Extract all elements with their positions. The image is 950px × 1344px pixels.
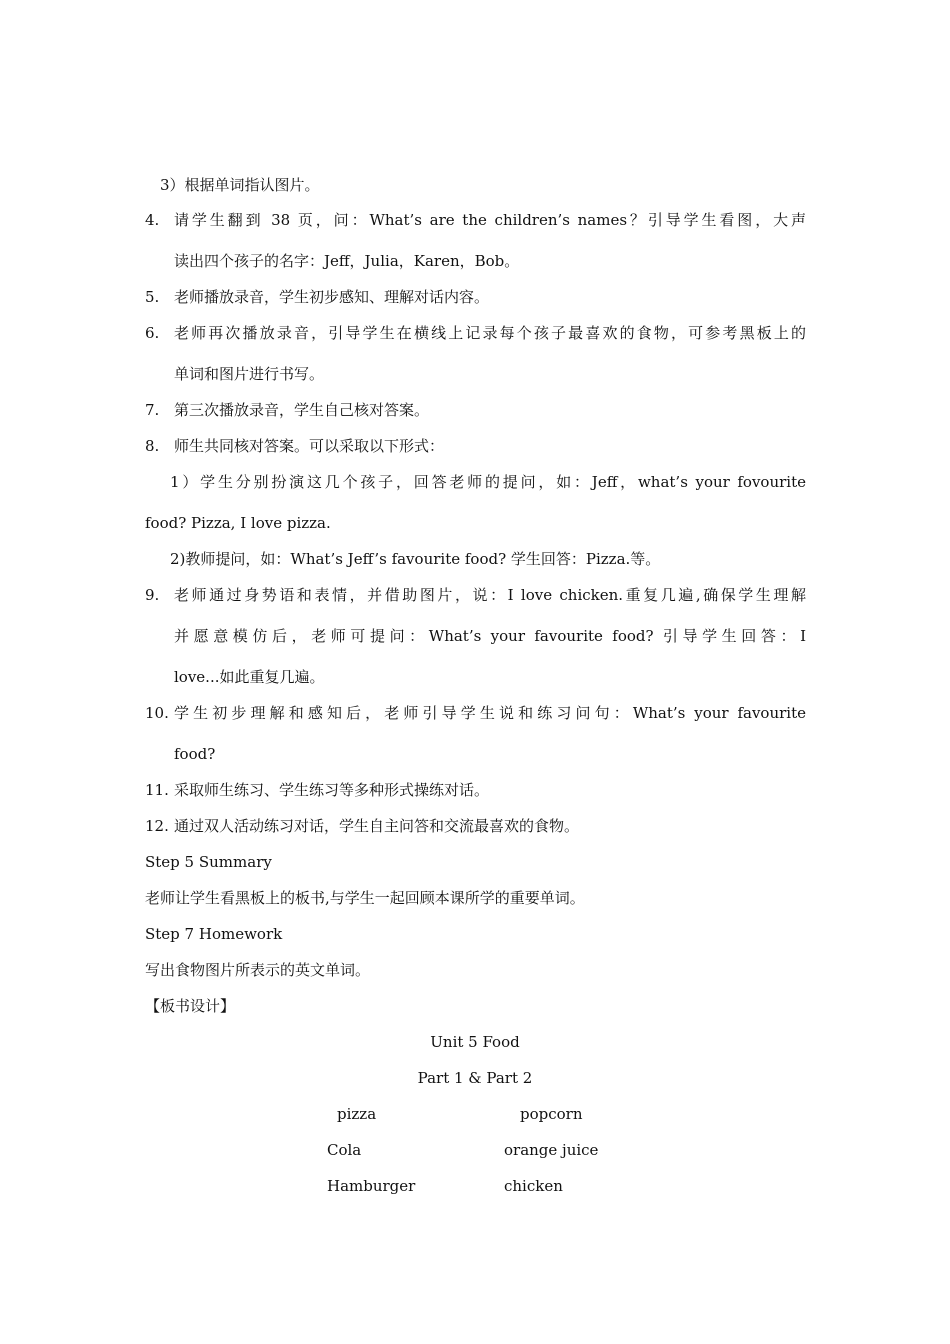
list-number: 10. (145, 704, 169, 722)
text-line: food? (174, 745, 216, 763)
text-line: 老师播放录音，学生初步感知、理解对话内容。 (174, 288, 490, 306)
list-number: 9. (145, 586, 160, 604)
text-line: 读出四个孩子的名字：Jeff，Julia，Karen，Bob。 (174, 252, 520, 270)
list-number: 6. (145, 324, 160, 342)
text-line: food? Pizza, I love pizza. (145, 514, 331, 532)
list-number: 4. (145, 211, 160, 229)
text-line: love...如此重复几遍。 (174, 668, 325, 686)
list-number: 7. (145, 401, 160, 419)
text-line: 3）根据单词指认图片。 (160, 176, 320, 194)
text-line: 学生初步理解和感知后，老师引导学生说和练习问句：What’s your favourite (174, 704, 806, 722)
board-word: Hamburger (327, 1177, 416, 1195)
board-word: orange juice (504, 1141, 599, 1159)
board-word: chicken (504, 1177, 563, 1195)
board-subtitle: Part 1 & Part 2 (417, 1069, 533, 1087)
text-line: 单词和图片进行书写。 (174, 365, 325, 383)
text-line: 并愿意模仿后，老师可提问：What’s your favourite food? 引导学生回答：I (174, 627, 806, 645)
text-line: 2)教师提问，如：What’s Jeff’s favourite food? 学生回答：Pizza.等。 (170, 550, 661, 568)
text-line: 写出食物图片所表示的英文单词。 (145, 961, 371, 979)
text-line: 通过双人活动练习对话，学生自主问答和交流最喜欢的食物。 (174, 817, 580, 835)
text-line: 师生共同核对答案。可以采取以下形式： (174, 437, 445, 455)
list-number: 8. (145, 437, 160, 455)
list-number: 12. (145, 817, 169, 835)
board-word: popcorn (520, 1105, 583, 1123)
board-word: Cola (327, 1141, 362, 1159)
text-line: 老师让学生看黑板上的板书,与学生一起回顾本课所学的重要单词。 (145, 889, 585, 907)
text-line: 请学生翻到 38 页，问：What’s are the children’s names？引导学生看图，大声 (174, 211, 806, 229)
board-word: pizza (337, 1105, 377, 1123)
text-line: 采取师生练习、学生练习等多种形式操练对话。 (174, 781, 490, 799)
text-line: 老师通过身势语和表情，并借助图片，说：I love chicken.重复几遍,确保学生理解 (174, 586, 806, 604)
list-number: 5. (145, 288, 160, 306)
section-heading: 【板书设计】 (145, 997, 236, 1015)
board-title: Unit 5 Food (430, 1033, 520, 1051)
step-heading: Step 5 Summary (145, 853, 272, 871)
text-line: 1）学生分别扮演这几个孩子，回答老师的提问，如：Jeff，what’s your fovourite (170, 473, 806, 491)
list-number: 11. (145, 781, 169, 799)
text-line: 第三次播放录音，学生自己核对答案。 (174, 401, 430, 419)
text-line: 老师再次播放录音，引导学生在横线上记录每个孩子最喜欢的食物，可参考黑板上的 (174, 324, 806, 342)
step-heading: Step 7 Homework (145, 925, 283, 943)
